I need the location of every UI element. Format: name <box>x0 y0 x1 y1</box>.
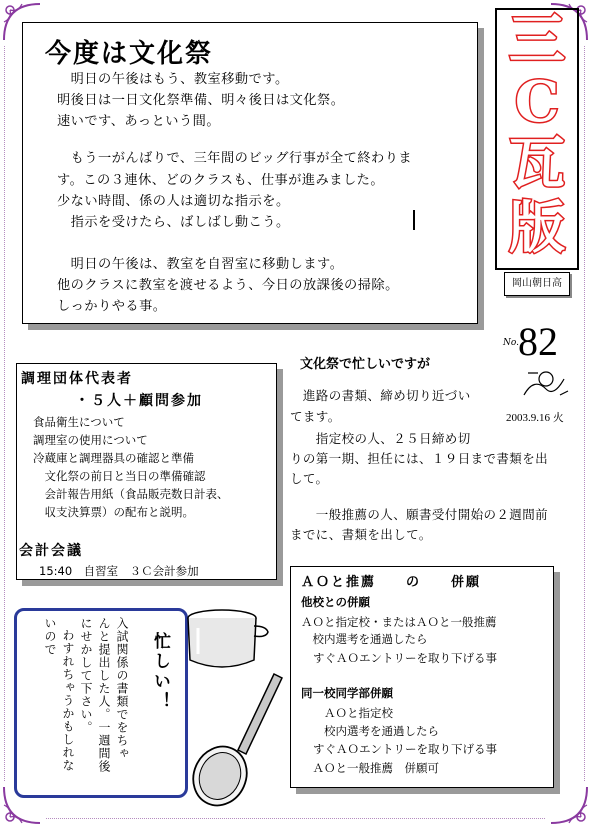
main-article-line: 少ない時間、係の人は適切な指示を。 <box>57 194 290 209</box>
ao-recommendation-box <box>290 566 554 788</box>
masthead <box>495 8 579 270</box>
accounting-meeting-heading: 会計会議 <box>19 543 83 559</box>
cooking-groups-item: 文化祭の前日と当日の準備確認 <box>33 469 206 483</box>
masthead-char: 版 <box>509 195 565 261</box>
issue-number: 82 <box>518 319 558 364</box>
center-article-line: 進路の書類、締め切り近づい <box>290 388 471 403</box>
center-article-line: までに、書類を出して。 <box>290 527 432 542</box>
main-article-line: 他のクラスに教室を渡せるよう、今日の放課後の掃除。 <box>57 278 399 293</box>
ao-section1-line: ＡＯと指定校・またはＡＯと一般推薦 <box>301 615 497 629</box>
cooking-groups-item: 調理室の使用について <box>33 433 148 447</box>
bottom-border-vine <box>46 818 545 821</box>
main-article-line: 明後日は一日文化祭準備、明々後日は文化祭。 <box>57 93 345 108</box>
ao-section1-line: 校内選考を通過したら <box>301 632 428 646</box>
masthead-char: 瓦 <box>509 131 565 197</box>
main-article-title: 今度は文化祭 <box>45 39 214 69</box>
center-article-line: 一般推薦の人、願書受付開始の２週間前 <box>290 507 549 522</box>
issue-date: 2003.9.16 火 <box>506 412 564 424</box>
accounting-meeting-detail: 15:40 自習室 ３Ｃ会計参加 <box>39 564 199 578</box>
main-article-line: しっかりやる事。 <box>57 299 167 314</box>
corner-ornament-bottom-right <box>547 783 591 827</box>
cooking-groups-box <box>16 363 277 580</box>
ao-section2-line: ＡＯと指定校 <box>301 706 393 720</box>
text-cursor <box>413 210 415 230</box>
ao-section2-line: ＡＯと一般推薦 併願可 <box>301 761 439 775</box>
center-article-line: てます。 <box>290 409 341 424</box>
masthead-doodle-icon <box>520 365 572 403</box>
reminder-note-column: にせかして下さい。 <box>79 617 93 734</box>
ao-box-title: ＡＯと推薦 の 併願 <box>301 575 482 590</box>
main-article-line: もう一がんばりで、三年間のビッグ行事が全て終わりま <box>57 151 413 166</box>
busy-exclamation: 忙しい！ <box>150 632 170 712</box>
cooking-groups-item: 食品衛生について <box>33 415 125 429</box>
main-article-line: 指示を受けたら、ばしばし動こう。 <box>57 215 290 230</box>
center-article-line: して。 <box>290 471 329 486</box>
center-article-title: 文化祭で忙しいですが <box>300 357 431 372</box>
main-article-line: 速いです、あっという間。 <box>57 114 221 129</box>
ao-section2-title: 同一校同学部併願 <box>301 686 393 700</box>
center-article-line: りの第一期、担任には、１９日まで書類を出 <box>290 451 549 466</box>
frying-pan-icon <box>186 668 286 808</box>
reminder-note-column: んと提出した人。一週間後 <box>97 617 111 773</box>
main-article-line: 明日の午後はもう、教室移動です。 <box>57 72 289 87</box>
ao-section1-line: すぐＡＯエントリーを取り下げる事 <box>313 651 497 665</box>
left-border-vine <box>4 46 7 781</box>
center-article-line: 指定校の人、２５日締め切 <box>290 431 471 446</box>
cooking-groups-item: 冷蔵庫と調理器具の確認と準備 <box>33 451 194 465</box>
cooking-groups-subheading: ・５人＋顧問参加 <box>75 393 203 409</box>
right-border-vine <box>584 46 587 781</box>
masthead-char: C <box>514 69 560 135</box>
cooking-groups-heading: 調理団体代表者 <box>21 371 133 387</box>
cooking-groups-item: 収支決算票）の配布と説明。 <box>33 505 194 519</box>
masthead-char: 三 <box>509 7 565 73</box>
school-name: 岡山朝日高 <box>504 272 570 296</box>
reminder-note-column: 入試関係の書類でをちゃ <box>115 617 129 760</box>
ao-section2-line: 校内選考を通過したら <box>301 724 439 738</box>
ao-section2-line: すぐＡＯエントリーを取り下げる事 <box>313 742 497 756</box>
reminder-note-column: いので <box>43 617 57 656</box>
ao-section1-title: 他校との併願 <box>301 595 370 609</box>
issue-label: No. <box>503 338 519 348</box>
main-article-line: 明日の午後は、教室を自習室に移動します。 <box>57 257 344 272</box>
main-article <box>22 22 478 324</box>
main-article-line: す。この３連休、どのクラスも、仕事が進みました。 <box>57 173 385 188</box>
reminder-note-column: わすれちゃうかもしれな <box>61 629 75 772</box>
cooking-groups-item: 会計報告用紙（食品販売数日計表、 <box>33 487 229 501</box>
